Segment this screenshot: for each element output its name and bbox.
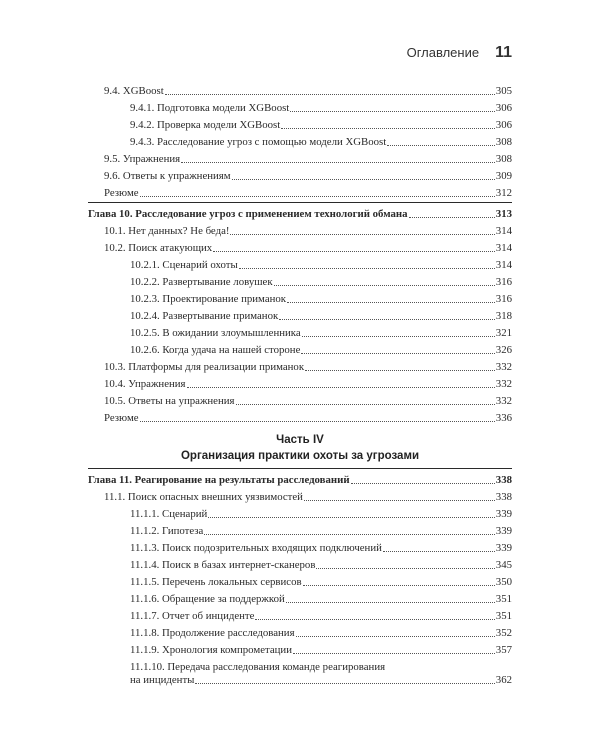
toc-entry [88,99,512,116]
toc-entry-page: 314 [495,259,512,272]
toc-leader-dots [204,534,494,535]
toc-leader-dots [287,302,495,303]
toc-entry-page: 339 [495,525,512,538]
toc-entry-page: 351 [495,610,512,623]
toc-leader-dots [140,421,495,422]
toc-entry-page: 309 [495,170,512,183]
page-number: 11 [495,44,512,61]
toc-entry-title: 9.4. XGBoost [104,85,164,98]
part-heading [88,434,512,466]
toc-entry-title: 11.1.2. Гипотеза [130,525,204,538]
toc-entry-page: 306 [495,102,512,115]
toc-entry-page: 362 [495,674,512,687]
toc-entry-line [130,675,512,686]
toc-leader-dots [274,285,495,286]
toc-entry-title: 10.2.6. Когда удача на нашей стороне [130,344,301,357]
toc-entry-title: 9.4.2. Проверка модели XGBoost [130,119,281,132]
toc-entry-page: 357 [495,644,512,657]
toc-entry-title-cont: на инциденты [130,674,195,687]
part-label: Часть IV [276,434,324,446]
toc-leader-dots [286,602,495,603]
toc-entry [88,133,512,150]
chapter-rule [88,202,512,203]
toc-entry-page: 339 [495,508,512,521]
toc-entry [88,658,512,688]
toc-entry [88,607,512,624]
header-title: Оглавление [406,45,480,60]
toc-entry-title: 10.2.5. В ожидании злоумышленника [130,327,301,340]
toc-entry-title: 9.6. Ответы к упражнениям [104,170,231,183]
toc-entry [88,488,512,505]
toc-leader-dots [316,568,494,569]
toc-entry [88,375,512,392]
toc-entry [88,358,512,375]
toc-leader-dots [255,619,494,620]
toc-entry-page: 339 [495,542,512,555]
toc-leader-dots [305,370,495,371]
toc-entry-page: 336 [495,412,512,425]
toc-entry-title: 10.1. Нет данных? Не беда! [104,225,230,238]
toc-entry-page: 321 [495,327,512,340]
toc-entry-page: 314 [495,225,512,238]
toc-entry [88,307,512,324]
toc-leader-dots [351,483,495,484]
toc-leader-dots [208,517,495,518]
toc-entry-page: 351 [495,593,512,606]
toc-list-bottom [88,471,512,688]
toc-entry-page: 338 [495,474,512,487]
toc-entry-title: 10.3. Платформы для реализации приманок [104,361,305,374]
toc-entry-page: 316 [495,293,512,306]
toc-entry [88,392,512,409]
toc-entry [88,167,512,184]
toc-entry [88,222,512,239]
toc-leader-dots [293,653,495,654]
toc-entry-page: 312 [495,187,512,200]
toc-entry [88,624,512,641]
toc-entry [88,256,512,273]
toc-entry-page: 306 [495,119,512,132]
toc-entry-page: 308 [495,153,512,166]
toc-entry [88,556,512,573]
toc-entry-page: 326 [495,344,512,357]
toc-entry-page: 313 [495,208,512,221]
toc-chapter-entry [88,471,512,488]
toc-entry-page: 332 [495,361,512,374]
toc-entry [88,324,512,341]
toc-entry-title: 11.1.8. Продолжение расследования [130,627,295,640]
toc-leader-dots [296,636,495,637]
toc-entry-title: 11.1.4. Поиск в базах интернет-сканеров [130,559,316,572]
toc-leader-dots [232,179,495,180]
toc-entry-title: Резюме [104,187,139,200]
toc-leader-dots [290,111,495,112]
toc-entry-page: 332 [495,395,512,408]
toc-entry [88,273,512,290]
toc-entry-title: 10.2.1. Сценарий охоты [130,259,238,272]
toc-leader-dots [304,500,495,501]
toc-entry-title: Резюме [104,412,139,425]
toc-entry-title: 9.4.3. Расследование угроз с помощью модели XGBoost [130,136,387,149]
toc-entry-title: Глава 11. Реагирование на результаты расследований [88,474,350,487]
toc-entry [88,184,512,201]
toc-entry-page: 314 [495,242,512,255]
toc-leader-dots [140,196,495,197]
toc-chapter-entry [88,205,512,222]
toc-entry [88,82,512,99]
toc-entry-title: 10.5. Ответы на упражнения [104,395,235,408]
toc-entry-title: 11.1.7. Отчет об инциденте [130,610,255,623]
toc-leader-dots [230,234,494,235]
toc-entry-title: 9.4.1. Подготовка модели XGBoost [130,102,290,115]
toc-leader-dots [236,404,495,405]
toc-entry-page: 316 [495,276,512,289]
toc-entry-title: 9.5. Упражнения [104,153,181,166]
toc-entry-page: 350 [495,576,512,589]
toc-entry-title: 11.1.1. Сценарий [130,508,208,521]
toc-entry-title: 10.2.4. Развертывание приманок [130,310,279,323]
toc-leader-dots [301,353,494,354]
toc-leader-dots [279,319,495,320]
toc-entry-page: 308 [495,136,512,149]
toc-entry [88,409,512,426]
toc-leader-dots [281,128,495,129]
toc-entry-title: 10.2. Поиск атакующих [104,242,213,255]
toc-entry-page: 332 [495,378,512,391]
running-header [407,44,512,62]
toc-entry [88,116,512,133]
toc-leader-dots [195,683,494,684]
toc-entry [88,573,512,590]
toc-leader-dots [387,145,495,146]
toc-entry-page: 352 [495,627,512,640]
toc-leader-dots [239,268,495,269]
toc-entry [88,590,512,607]
part-rule [88,468,512,469]
toc-leader-dots [213,251,495,252]
toc-entry [88,341,512,358]
toc-leader-dots [383,551,495,552]
toc-entry-title: 11.1.9. Хронология компрометации [130,644,292,657]
toc-entry [88,239,512,256]
toc-entry [88,539,512,556]
toc-entry-title: 11.1.5. Перечень локальных сервисов [130,576,302,589]
toc-entry-page: 338 [495,491,512,504]
toc-entry-page: 305 [495,85,512,98]
toc-leader-dots [409,217,495,218]
toc-list-top [88,82,512,426]
toc-entry [88,641,512,658]
toc-leader-dots [303,585,495,586]
toc-entry [88,522,512,539]
toc-entry-page: 318 [495,310,512,323]
toc-entry-title: 10.4. Упражнения [104,378,186,391]
toc-entry [88,150,512,167]
toc-leader-dots [165,94,495,95]
toc-entry-title: 11.1. Поиск опасных внешних уязвимостей [104,491,303,504]
toc-leader-dots [302,336,495,337]
toc-entry-title: Глава 10. Расследование угроз с применением технологий обмана [88,208,408,221]
toc-leader-dots [187,387,495,388]
toc-entry-page: 345 [495,559,512,572]
toc-entry-title: 11.1.3. Поиск подозрительных входящих подключений [130,542,382,555]
toc-entry-title: 10.2.2. Развертывание ловушек [130,276,273,289]
toc-leader-dots [181,162,495,163]
toc-entry-title: 11.1.10. Передача расследования команде реагирования [130,661,386,674]
toc-entry-title: 10.2.3. Проектирование приманок [130,293,287,306]
part-title: Организация практики охоты за угрозами [180,450,420,462]
toc-entry-title: 11.1.6. Обращение за поддержкой [130,593,285,606]
toc-entry [88,290,512,307]
toc-entry [88,505,512,522]
